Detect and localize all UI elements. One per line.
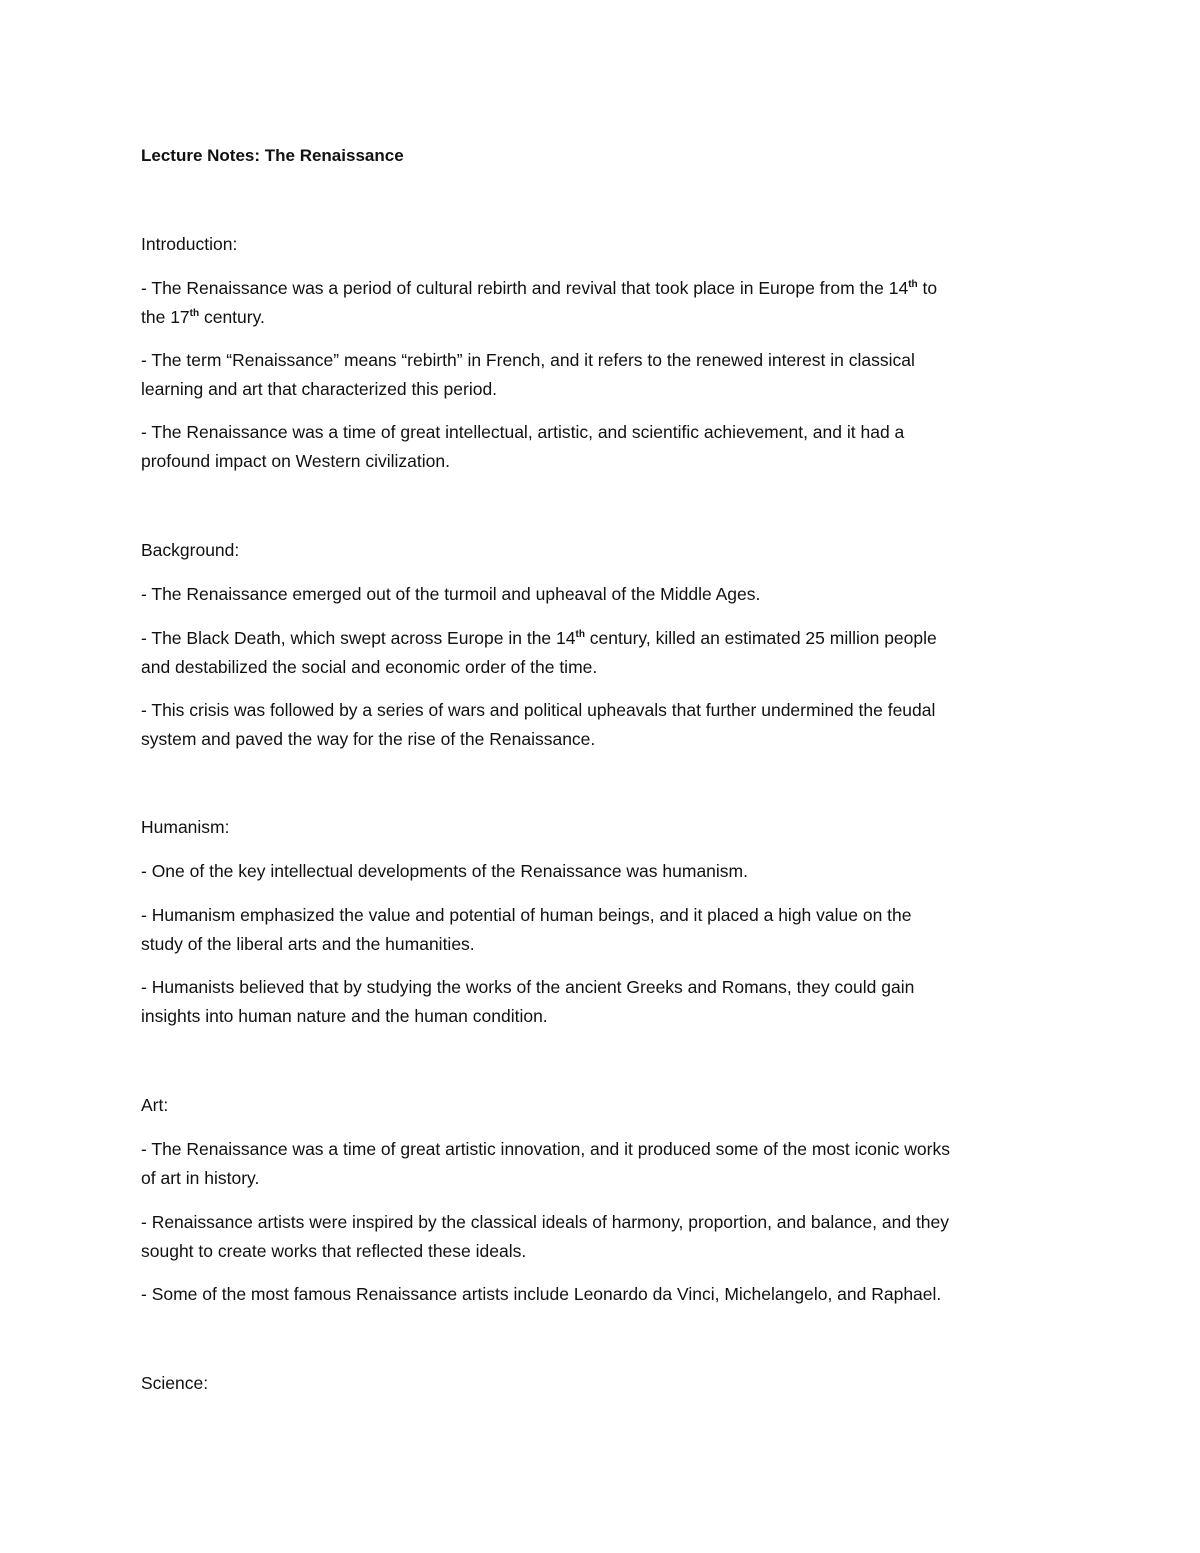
section-art: [141, 1091, 1061, 1309]
art-paragraph-1-line-2: of art in history.: [141, 1168, 260, 1188]
document-page: [141, 143, 1061, 1393]
background-paragraph-1: [141, 580, 1061, 609]
section-humanism: [141, 813, 1061, 1031]
art-paragraph-1: [141, 1135, 1061, 1193]
background-paragraph-2-line-1: [141, 624, 1061, 653]
humanism-paragraph-1-line-1: - One of the key intellectual developments of the Renaissance was humanism.: [141, 861, 748, 881]
art-paragraph-2-line-1: - Renaissance artists were inspired by the classical ideals of harmony, proportion, and balance, and they: [141, 1212, 950, 1232]
intro-paragraph-3-line-2: profound impact on Western civilization.: [141, 451, 450, 471]
art-paragraph-2-line-2: sought to create works that reflected these ideals.: [141, 1241, 527, 1261]
section-background: [141, 536, 1061, 754]
text-run: century, killed an estimated 25 million people: [584, 628, 937, 648]
section-introduction: [141, 230, 1061, 476]
background-paragraph-2: [141, 624, 1061, 682]
intro-paragraph-3-line-1: - The Renaissance was a time of great intellectual, artistic, and scientific achievement, and it had a: [141, 422, 905, 442]
section-science: [141, 1369, 1061, 1398]
art-paragraph-2: [141, 1208, 1061, 1266]
intro-paragraph-3: [141, 418, 1061, 476]
art-paragraph-1-line-1: - The Renaissance was a time of great artistic innovation, and it produced some of the most iconic works: [141, 1139, 950, 1159]
intro-paragraph-2-line-1: - The term “Renaissance” means “rebirth” in French, and it refers to the renewed interest in classical: [141, 350, 915, 370]
intro-paragraph-1-line-1: [141, 274, 1061, 303]
art-paragraph-3: [141, 1280, 1061, 1309]
background-paragraph-1-line-1: - The Renaissance emerged out of the turmoil and upheaval of the Middle Ages.: [141, 584, 761, 604]
humanism-paragraph-3-line-2: insights into human nature and the human condition.: [141, 1006, 548, 1026]
humanism-paragraph-2-line-2: study of the liberal arts and the humanities.: [141, 934, 475, 954]
background-paragraph-3: [141, 696, 1061, 754]
humanism-paragraph-2: [141, 901, 1061, 959]
section-heading-humanism: Humanism:: [141, 817, 230, 837]
text-run: the 17: [141, 307, 190, 327]
intro-paragraph-2-line-2: learning and art that characterized this period.: [141, 379, 498, 399]
text-run: century.: [199, 307, 265, 327]
text-run: - The Renaissance was a period of cultural rebirth and revival that took place in Europe from the 14: [141, 278, 909, 298]
humanism-paragraph-3-line-1: - Humanists believed that by studying the works of the ancient Greeks and Romans, they could gain: [141, 977, 915, 997]
section-heading-introduction: Introduction:: [141, 234, 238, 254]
superscript: th: [575, 629, 585, 641]
intro-paragraph-1-line-2: [141, 303, 1061, 332]
section-heading-art: Art:: [141, 1095, 169, 1115]
humanism-paragraph-3: [141, 973, 1061, 1031]
art-paragraph-3-line-1: - Some of the most famous Renaissance artists include Leonardo da Vinci, Michelangelo, and Raphael.: [141, 1284, 942, 1304]
background-paragraph-2-line-2: and destabilized the social and economic order of the time.: [141, 657, 598, 677]
section-heading-science: Science:: [141, 1373, 209, 1393]
intro-paragraph-2: [141, 346, 1061, 404]
text-run: - The Black Death, which swept across Europe in the 14: [141, 628, 576, 648]
intro-paragraph-1: [141, 274, 1061, 332]
background-paragraph-3-line-2: system and paved the way for the rise of the Renaissance.: [141, 729, 596, 749]
superscript: th: [189, 308, 200, 320]
document-title: Lecture Notes: The Renaissance: [141, 146, 404, 165]
section-heading-background: Background:: [141, 540, 240, 560]
superscript: th: [908, 279, 918, 291]
background-paragraph-3-line-1: - This crisis was followed by a series of wars and political upheavals that further undermined the feudal: [141, 700, 936, 720]
humanism-paragraph-2-line-1: - Humanism emphasized the value and potential of human beings, and it placed a high value on the: [141, 905, 912, 925]
text-run: to: [917, 278, 938, 298]
humanism-paragraph-1: [141, 857, 1061, 886]
